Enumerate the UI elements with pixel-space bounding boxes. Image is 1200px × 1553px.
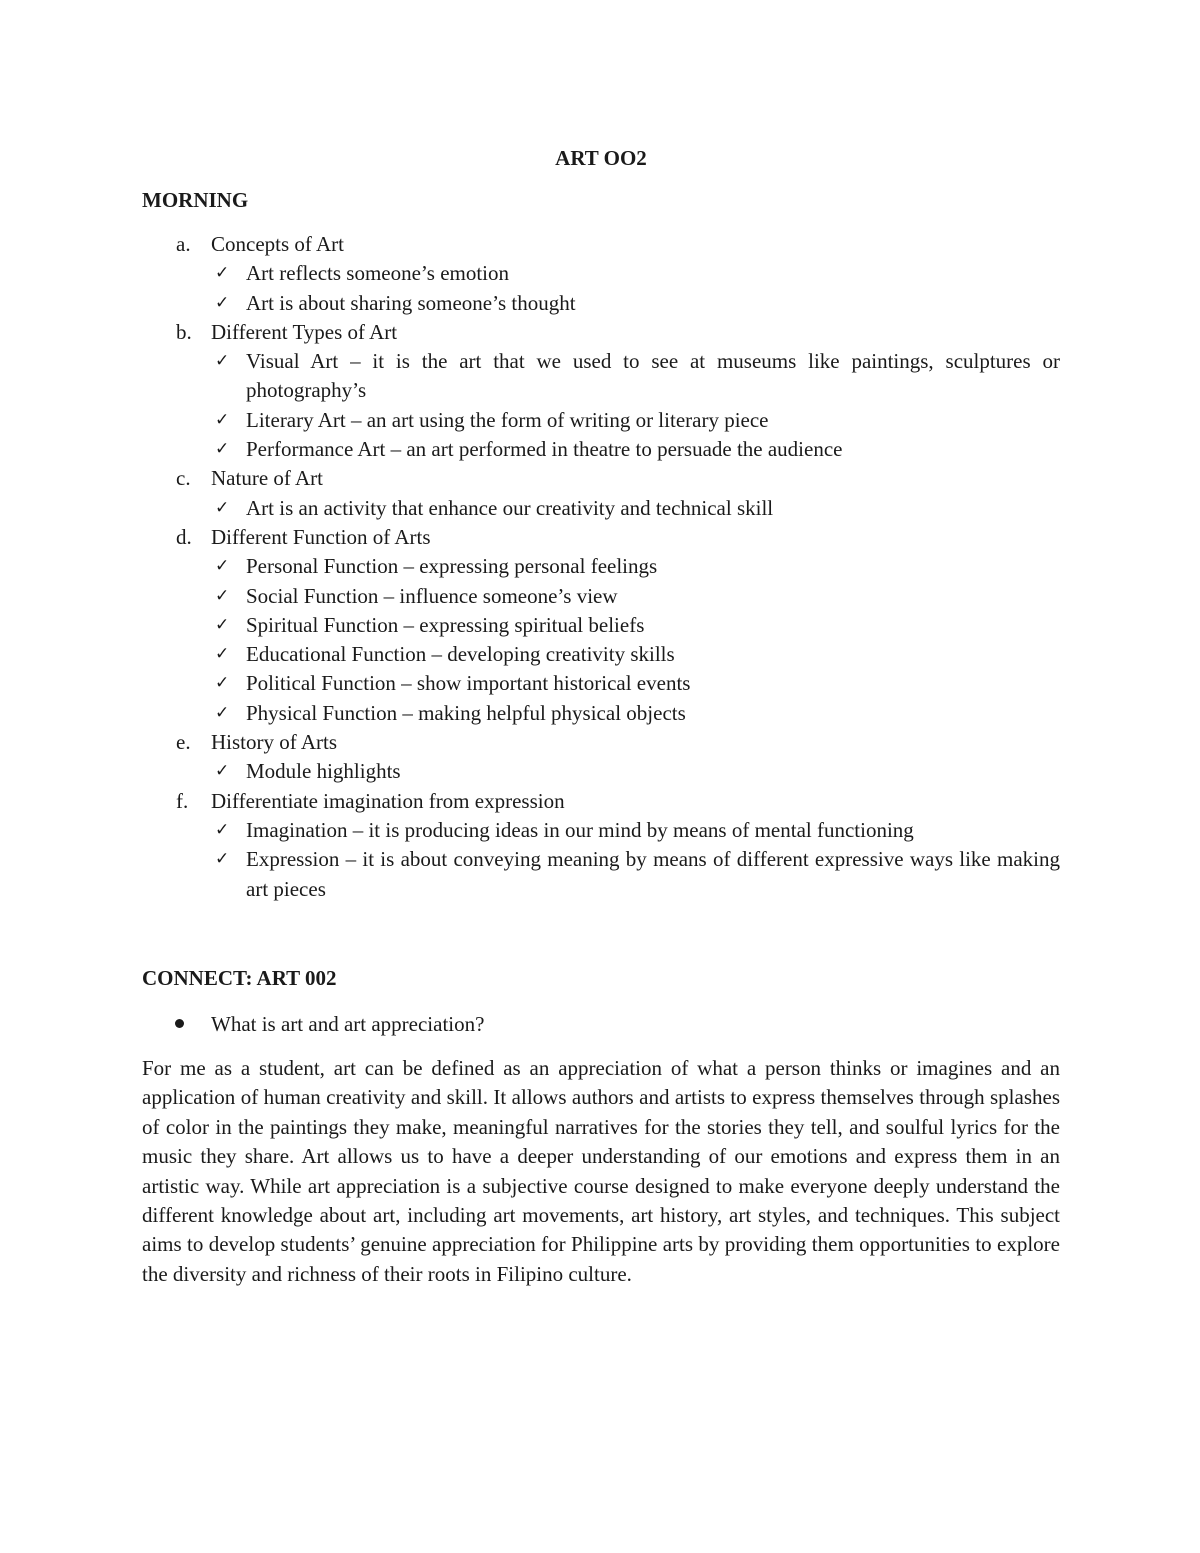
topic-heading: [142, 318, 1060, 347]
topic-label: Nature of Art: [211, 466, 323, 491]
check-item-text: Social Function – influence someone’s view: [246, 583, 618, 608]
check-item-text: Physical Function – making helpful physical objects: [246, 700, 686, 725]
topic-letter: a.: [176, 232, 191, 256]
outline-topic: [142, 523, 1060, 728]
check-icon: ✓: [215, 439, 230, 460]
check-item-text: Spiritual Function – expressing spiritual beliefs: [246, 612, 645, 637]
document-title: ART OO2: [555, 146, 647, 170]
check-list-item: [142, 757, 1060, 786]
check-icon: ✓: [215, 292, 230, 313]
topic-label: Differentiate imagination from expression: [211, 788, 565, 813]
check-item-text: Political Function – show important historical events: [246, 671, 691, 696]
outline-topic: [142, 787, 1060, 904]
question-item: [142, 1010, 1060, 1039]
morning-heading: MORNING: [142, 188, 249, 212]
check-list-item: [142, 494, 1060, 523]
check-item-text: Art is an activity that enhance our creativity and technical skill: [246, 495, 774, 520]
check-list-item: [142, 611, 1060, 640]
check-icon: ✓: [215, 409, 230, 430]
check-icon: ✓: [215, 556, 230, 577]
check-icon: ✓: [215, 644, 230, 665]
check-list-item: [142, 406, 1060, 435]
topic-label: History of Arts: [211, 730, 337, 755]
check-list-item: [142, 552, 1060, 581]
question-list: [142, 1010, 1060, 1039]
check-list-item: [142, 582, 1060, 611]
check-icon: ✓: [215, 497, 230, 518]
check-list-item: [142, 259, 1060, 288]
check-list-item: [142, 845, 1060, 904]
bullet-icon: [175, 1019, 184, 1028]
check-icon: ✓: [215, 702, 230, 723]
check-item-text: Educational Function – developing creativity skills: [246, 642, 675, 667]
check-item-text: Personal Function – expressing personal feelings: [246, 554, 658, 579]
check-item-text: Performance Art – an art performed in theatre to persuade the audience: [246, 437, 843, 462]
check-list-item: [142, 347, 1060, 406]
check-list-item: [142, 640, 1060, 669]
question-text: What is art and art appreciation?: [211, 1012, 485, 1036]
topic-letter: c.: [176, 466, 191, 491]
check-item-text: Literary Art – an art using the form of writing or literary piece: [246, 407, 769, 432]
topic-heading: [142, 523, 1060, 552]
check-item-text: Module highlights: [246, 759, 401, 784]
topic-heading: [142, 230, 1060, 259]
topic-letter: f.: [176, 788, 189, 813]
check-item-text: Imagination – it is producing ideas in our mind by means of mental functioning: [246, 817, 914, 842]
check-item-text: Art reflects someone’s emotion: [246, 261, 510, 286]
outline-topic: [142, 230, 1060, 318]
outline-topic: [142, 464, 1060, 523]
check-icon: ✓: [215, 614, 230, 635]
check-icon: ✓: [215, 761, 230, 782]
outline-topic: [142, 318, 1060, 464]
check-item-text: Art is about sharing someone’s thought: [246, 290, 576, 315]
topic-heading: [142, 464, 1060, 493]
connect-heading: CONNECT: ART 002: [142, 966, 337, 990]
check-item-text: Visual Art – it is the art that we used to see at museums like paintings, sculptures or photography’s: [246, 349, 1060, 403]
topic-label: Concepts of Art: [211, 232, 344, 256]
outline-topic: [142, 728, 1060, 787]
check-list-item: [142, 816, 1060, 845]
check-icon: ✓: [215, 263, 230, 284]
topic-letter: d.: [176, 524, 192, 549]
topic-outline: [142, 230, 1060, 904]
topic-heading: [142, 787, 1060, 816]
check-list-item: [142, 435, 1060, 464]
check-icon: ✓: [215, 849, 230, 870]
check-icon: ✓: [215, 585, 230, 606]
check-icon: ✓: [215, 351, 230, 372]
check-item-text: Expression – it is about conveying meaning by means of different expressive ways like making art pieces: [246, 847, 1060, 901]
topic-heading: [142, 728, 1060, 757]
topic-label: Different Function of Arts: [211, 524, 431, 549]
check-icon: ✓: [215, 819, 230, 840]
topic-label: Different Types of Art: [211, 319, 398, 344]
check-list-item: [142, 699, 1060, 728]
topic-letter: e.: [176, 730, 191, 755]
essay-paragraph: For me as a student, art can be defined as an appreciation of what a person thinks or imagines and an application of human creativity and skill. It allows authors and artists to express themselves through splashes of color in the paintings they make, meaningful narratives for the stories they tell, and soulful lyrics for the music they share. Art allows us to have a deeper understanding of our emotions and express them in an artistic way. While art appreciation is a subjective course designed to make everyone deeply understand the different knowledge about art, including art movements, art history, art styles, and techniques. This subject aims to develop students’ genuine appreciation for Philippine arts by providing them opportunities to explore the diversity and richness of their roots in Filipino culture.: [142, 1056, 1060, 1286]
check-list-item: [142, 669, 1060, 698]
topic-letter: b.: [176, 319, 192, 344]
check-icon: ✓: [215, 673, 230, 694]
check-list-item: [142, 289, 1060, 318]
